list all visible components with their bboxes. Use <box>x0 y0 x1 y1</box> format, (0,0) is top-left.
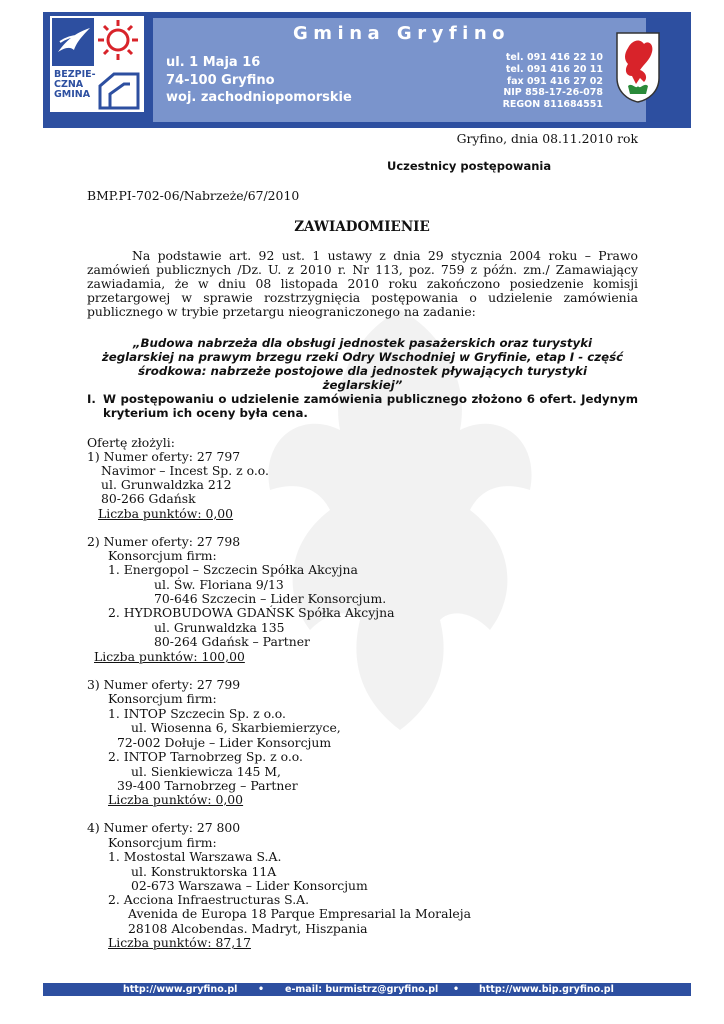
member-city: 39-400 Tarnobrzeg – Partner <box>117 778 298 793</box>
member-city: 80-264 Gdańsk – Partner <box>154 634 310 649</box>
consortium-label: Konsorcjum firm: <box>108 548 217 563</box>
intro-paragraph: Na podstawie art. 92 ust. 1 ustawy z dnia 29 stycznia 2004 roku – Prawo zamówień publicznych /Dz. U. z 2010 r. Nr 113, poz. 759 z późn. zm./ Zamawiający zawiadamia, że w dniu 08 listopada 2010 roku zakończono posiedzenie komisji przetargowej w sprawie rozstrzygnięcia postępowania o udzielenie zamówienia publicznego w trybie przetargu nieograniczonego na zadanie: <box>87 248 638 320</box>
footer-separator: • <box>453 984 460 995</box>
gryfino-crest-icon <box>614 30 662 104</box>
offer-street: ul. Grunwaldzka 212 <box>101 477 232 492</box>
municipality-address: ul. 1 Maja 16 74-100 Gryfino woj. zachodniopomorskie <box>166 55 352 105</box>
member-street: ul. Konstruktorska 11A <box>131 864 277 879</box>
footer-bip-link[interactable]: http://www.bip.gryfino.pl <box>479 984 614 995</box>
offer-label: 4) Numer oferty: 27 800 <box>87 820 241 835</box>
offer-label: 3) Numer oferty: 27 799 <box>87 677 241 692</box>
offer-label: 2) Numer oferty: 27 798 <box>87 534 241 549</box>
member-street: ul. Wiosenna 6, Skarbiemierzyce, <box>131 720 341 735</box>
document-heading: ZAWIADOMIENIE <box>294 219 430 235</box>
member-street: ul. Sienkiewicza 145 M, <box>131 764 281 779</box>
offers-intro: Ofertę złożyli: <box>87 435 175 450</box>
section-text: W postępowaniu o udzielenie zamówienia publicznego złożono 6 ofert. Jedynym kryterium ich oceny była cena. <box>103 392 638 421</box>
reference-number: BMP.PI-702-06/Nabrzeże/67/2010 <box>87 188 300 203</box>
member-name: 2. Acciona Infraestructuras S.A. <box>108 892 310 907</box>
offer-city: 80-266 Gdańsk <box>101 491 196 506</box>
consortium-label: Konsorcjum firm: <box>108 691 217 706</box>
consortium-label: Konsorcjum firm: <box>108 835 217 850</box>
member-street: ul. Grunwaldzka 135 <box>154 620 285 635</box>
footer-bar <box>43 983 691 996</box>
offer-points: Liczba punktów: 87,17 <box>108 935 251 950</box>
member-name: 2. INTOP Tarnobrzeg Sp. z o.o. <box>108 749 303 764</box>
member-name: 2. HYDROBUDOWA GDAŃSK Spółka Akcyjna <box>108 605 395 620</box>
offer-label: 1) Numer oferty: 27 797 <box>87 449 241 464</box>
member-name: 1. INTOP Szczecin Sp. z o.o. <box>108 706 286 721</box>
footer-separator: • <box>258 984 265 995</box>
member-street: Avenida de Europa 18 Parque Empresarial la Moraleja <box>128 906 471 921</box>
member-street: ul. Św. Floriana 9/13 <box>154 577 284 592</box>
municipality-title: Gmina Gryfino <box>293 23 510 44</box>
member-city: 28108 Alcobendas. Madryt, Hiszpania <box>128 921 368 936</box>
member-name: 1. Mostostal Warszawa S.A. <box>108 849 282 864</box>
contact-details: tel. 091 416 22 10 tel. 091 416 20 11 fax 091 416 27 02 NIP 858-17-26-078 REGON 811684551 <box>502 52 603 111</box>
recipients-line: Uczestnicy postępowania <box>387 159 552 173</box>
footer-email-link[interactable]: e-mail: burmistrz@gryfino.pl <box>285 984 439 995</box>
bezpieczna-gmina-logo <box>50 16 144 112</box>
member-city: 70-646 Szczecin – Lider Konsorcjum. <box>154 591 387 606</box>
footer-website-link[interactable]: http://www.gryfino.pl <box>123 984 238 995</box>
member-name: 1. Energopol – Szczecin Spółka Akcyjna <box>108 562 358 577</box>
task-title: „Budowa nabrzeża dla obsługi jednostek pasażerskich oraz turystyki żeglarskiej na prawym brzegu rzeki Odry Wschodniej w Gryfinie, etap I - część środkowa: nabrzeże postojowe dla jednostek pływających turystyki żeglarskiej” <box>101 336 624 393</box>
offer-points: Liczba punktów: 100,00 <box>94 649 245 664</box>
member-city: 72-002 Dołuje – Lider Konsorcjum <box>117 735 332 750</box>
offer-points: Liczba punktów: 0,00 <box>108 792 244 807</box>
section-number: I. <box>87 392 96 406</box>
offer-company: Navimor – Incest Sp. z o.o. <box>101 463 269 478</box>
logo-text: BEZPIE- CZNA GMINA <box>54 69 96 100</box>
offer-points: Liczba punktów: 0,00 <box>98 506 234 521</box>
member-city: 02-673 Warszawa – Lider Konsorcjum <box>131 878 368 893</box>
document-date: Gryfino, dnia 08.11.2010 rok <box>456 131 638 146</box>
